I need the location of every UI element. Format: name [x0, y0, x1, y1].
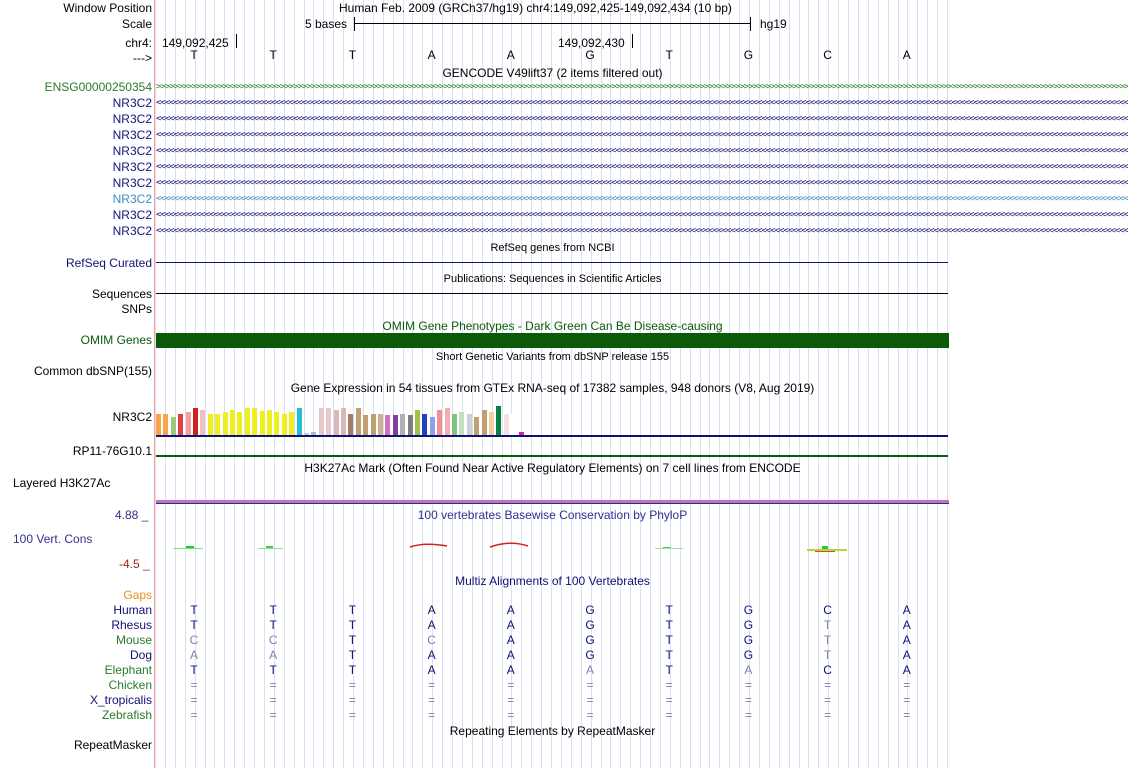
gtex-tissue-bar[interactable] [274, 412, 279, 435]
coord-right: 149,092,430 [558, 36, 625, 50]
base-letter: G [743, 48, 754, 62]
gencode-row-label[interactable]: NR3C2 [112, 144, 152, 158]
alignment-base: = [428, 693, 436, 707]
gtex-tissue-bar[interactable] [437, 410, 442, 435]
gtex-tissue-bar[interactable] [186, 412, 191, 435]
alignment-base: = [190, 678, 198, 692]
gtex-tissue-bar[interactable] [415, 410, 420, 435]
gtex-tissue-bar[interactable] [171, 417, 176, 435]
alignment-base: C [823, 663, 832, 677]
gencode-transcript-line[interactable]: <<<<<<<<<<<<<<<<<<<<<<<<<<<<<<<<<<<<<<<<<<<<<<<<<<<<<<<<<<<<<<<<<<<<<<<<<<<<<<<<<<<<<<<<<<<<<<<<<<<<<<<<<<<<<<<<<<<<<<<<<<<<<<<<<<<<<<<<<<<<<<<<<<<<<<<<<<<<<<<<<<<<<<<<<<<<<<<<<<<<<<<<<<<<<<<<<<<<<<<<<<<<<<<<<<<<<<<<<<<< [156, 226, 1128, 236]
species-label[interactable]: Mouse [115, 633, 152, 647]
alignment-base: T [348, 633, 357, 647]
alignment-base: = [190, 708, 198, 722]
alignment-base: A [585, 663, 594, 677]
alignment-base: T [665, 648, 673, 662]
base-letter: A [506, 48, 515, 62]
gencode-transcript-line[interactable]: <<<<<<<<<<<<<<<<<<<<<<<<<<<<<<<<<<<<<<<<<<<<<<<<<<<<<<<<<<<<<<<<<<<<<<<<<<<<<<<<<<<<<<<<<<<<<<<<<<<<<<<<<<<<<<<<<<<<<<<<<<<<<<<<<<<<<<<<<<<<<<<<<<<<<<<<<<<<<<<<<<<<<<<<<<<<<<<<<<<<<<<<<<<<<<<<<<<<<<<<<<<<<<<<<<<<<<<<<<<< [156, 210, 1128, 220]
alignment-base: A [506, 633, 515, 647]
alignment-base: A [189, 648, 198, 662]
h3k27ac-baseline [156, 503, 949, 504]
gtex-tissue-bar[interactable] [371, 414, 376, 435]
gtex-tissue-bar[interactable] [289, 412, 294, 435]
dbsnp-title[interactable]: Short Genetic Variants from dbSNP release 155 [435, 351, 670, 363]
alignment-base: A [427, 648, 436, 662]
conservation-title[interactable]: 100 vertebrates Basewise Conservation by PhyloP [417, 508, 688, 522]
repeatmasker-title[interactable]: Repeating Elements by RepeatMasker [449, 724, 656, 738]
gtex-tissue-bar[interactable] [445, 408, 450, 435]
scale-text: 5 bases [305, 17, 348, 31]
gtex-tissue-bar[interactable] [408, 415, 413, 435]
alignment-base: T [190, 603, 198, 617]
alignment-base: A [902, 663, 911, 677]
alignment-base: = [903, 678, 911, 692]
alignment-base: T [348, 648, 357, 662]
alignment-base: C [427, 633, 436, 647]
base-letter: T [348, 48, 357, 62]
gtex-tissue-bar[interactable] [326, 408, 331, 435]
window-position-label: Window Position [63, 1, 152, 15]
rp11-gene-line[interactable] [156, 455, 948, 457]
h3k27ac-label[interactable]: Layered H3K27Ac [13, 476, 111, 490]
publications-title[interactable]: Publications: Sequences in Scientific Articles [443, 273, 662, 285]
alignment-base: T [823, 648, 832, 662]
base-letter: T [665, 48, 673, 62]
gtex-tissue-bar[interactable] [504, 414, 509, 435]
gtex-tissue-bar[interactable] [260, 411, 265, 435]
gtex-tissue-bar[interactable] [356, 408, 361, 435]
base-letter: T [269, 48, 277, 62]
alignment-base: G [743, 648, 754, 662]
gtex-tissue-bar[interactable] [393, 415, 398, 435]
gencode-title[interactable]: GENCODE V49lift37 (2 items filtered out) [442, 66, 663, 80]
alignment-base: = [824, 708, 832, 722]
alignment-base: T [269, 663, 277, 677]
alignment-base: A [506, 618, 515, 632]
sequences-label[interactable]: Sequences [91, 287, 152, 301]
alignment-base: = [744, 708, 752, 722]
alignment-base: = [348, 708, 356, 722]
gtex-tissue-bar[interactable] [482, 410, 487, 435]
scale-label: Scale [121, 17, 152, 31]
gtex-tissue-bar[interactable] [378, 414, 383, 435]
gtex-bar-chart[interactable] [156, 396, 536, 435]
gtex-tissue-bar[interactable] [319, 408, 324, 435]
gtex-tissue-bar[interactable] [496, 406, 501, 435]
base-letter: C [823, 48, 832, 62]
chrom-label: chr4: [125, 36, 152, 50]
alignment-base: = [744, 693, 752, 707]
alignment-base: A [902, 648, 911, 662]
gtex-title[interactable]: Gene Expression in 54 tissues from GTEx RNA-seq of 17382 samples, 948 donors (V8, Aug 2019) [290, 381, 815, 395]
alignment-base: = [269, 693, 277, 707]
gtex-tissue-bar[interactable] [474, 417, 479, 435]
gtex-tissue-bar[interactable] [467, 414, 472, 435]
gencode-row-label[interactable]: NR3C2 [112, 112, 152, 126]
alignment-base: = [428, 678, 436, 692]
conservation-label[interactable]: 100 Vert. Cons [13, 532, 93, 546]
refseq-title[interactable]: RefSeq genes from NCBI [490, 242, 615, 254]
gencode-transcript-line[interactable]: <<<<<<<<<<<<<<<<<<<<<<<<<<<<<<<<<<<<<<<<<<<<<<<<<<<<<<<<<<<<<<<<<<<<<<<<<<<<<<<<<<<<<<<<<<<<<<<<<<<<<<<<<<<<<<<<<<<<<<<<<<<<<<<<<<<<<<<<<<<<<<<<<<<<<<<<<<<<<<<<<<<<<<<<<<<<<<<<<<<<<<<<<<<<<<<<<<<<<<<<<<<<<<<<<<<<<<<<<<<< [156, 194, 1128, 204]
gencode-row-label[interactable]: NR3C2 [112, 224, 152, 238]
sequences-line[interactable] [156, 293, 948, 294]
alignment-base: = [190, 693, 198, 707]
coord-left: 149,092,425 [162, 36, 229, 50]
alignment-base: A [506, 648, 515, 662]
gtex-tissue-bar[interactable] [223, 412, 228, 435]
gtex-tissue-bar[interactable] [245, 408, 250, 435]
dbsnp-label[interactable]: Common dbSNP(155) [33, 364, 152, 378]
alignment-base: = [665, 708, 673, 722]
alignment-base: = [507, 678, 515, 692]
alignment-base: T [665, 663, 673, 677]
refseq-label[interactable]: RefSeq Curated [65, 256, 152, 270]
gtex-tissue-bar[interactable] [334, 410, 339, 435]
alignment-base: = [586, 708, 594, 722]
gtex-tissue-bar[interactable] [341, 408, 346, 435]
alignment-base: G [743, 603, 754, 617]
alignment-base: G [585, 603, 595, 617]
species-label[interactable]: Dog [129, 648, 152, 662]
alignment-base: = [586, 693, 594, 707]
alignment-base: = [348, 693, 356, 707]
rp11-label[interactable]: RP11-76G10.1 [72, 444, 152, 458]
gencode-row-label[interactable]: NR3C2 [112, 208, 152, 222]
scale-bar [354, 17, 751, 31]
species-label[interactable]: Elephant [104, 663, 152, 677]
alignment-base: A [744, 663, 753, 677]
gtex-tissue-bar[interactable] [200, 410, 205, 435]
omim-title[interactable]: OMIM Gene Phenotypes - Dark Green Can Be Disease-causing [382, 319, 723, 333]
base-letter: T [190, 48, 198, 62]
gencode-transcript-line[interactable]: >>>>>>>>>>>>>>>>>>>>>>>>>>>>>>>>>>>>>>>>>>>>>>>>>>>>>>>>>>>>>>>>>>>>>>>>>>>>>>>>>>>>>>>>>>>>>>>>>>>>>>>>>>>>>>>>>>>>>>>>>>>>>>>>>>>>>>>>>>>>>>>>>>>>>>>>>>>>>>>>>>>>>>>>>>>>>>>>>>>>>>>>>>>>>>>>>>>>>>>>>>>>>>>>>>>>>>>>>>>> [156, 82, 1128, 92]
gtex-tissue-bar[interactable] [385, 415, 390, 435]
alignment-base: A [902, 633, 911, 647]
alignment-base: T [348, 618, 357, 632]
gtex-label[interactable]: NR3C2 [112, 410, 152, 424]
alignment-base: = [507, 708, 515, 722]
alignment-base: T [190, 663, 198, 677]
multiz-title[interactable]: Multiz Alignments of 100 Vertebrates [455, 574, 650, 588]
gencode-row-label[interactable]: NR3C2 [112, 192, 152, 206]
alignment-base: A [506, 663, 515, 677]
alignment-base: A [427, 663, 436, 677]
conservation-ymin: -4.5 _ [119, 557, 150, 571]
gtex-tissue-bar[interactable] [363, 415, 368, 435]
repeatmasker-label[interactable]: RepeatMasker [73, 738, 152, 752]
gtex-tissue-bar[interactable] [252, 408, 257, 435]
alignment-base: T [665, 633, 673, 647]
gtex-tissue-bar[interactable] [230, 410, 235, 435]
gencode-transcript-line[interactable]: <<<<<<<<<<<<<<<<<<<<<<<<<<<<<<<<<<<<<<<<<<<<<<<<<<<<<<<<<<<<<<<<<<<<<<<<<<<<<<<<<<<<<<<<<<<<<<<<<<<<<<<<<<<<<<<<<<<<<<<<<<<<<<<<<<<<<<<<<<<<<<<<<<<<<<<<<<<<<<<<<<<<<<<<<<<<<<<<<<<<<<<<<<<<<<<<<<<<<<<<<<<<<<<<<<<<<<<<<<<< [156, 98, 1128, 108]
gtex-tissue-bar[interactable] [297, 408, 302, 435]
alignment-base: T [823, 633, 832, 647]
gencode-transcript-line[interactable]: <<<<<<<<<<<<<<<<<<<<<<<<<<<<<<<<<<<<<<<<<<<<<<<<<<<<<<<<<<<<<<<<<<<<<<<<<<<<<<<<<<<<<<<<<<<<<<<<<<<<<<<<<<<<<<<<<<<<<<<<<<<<<<<<<<<<<<<<<<<<<<<<<<<<<<<<<<<<<<<<<<<<<<<<<<<<<<<<<<<<<<<<<<<<<<<<<<<<<<<<<<<<<<<<<<<<<<<<<<<< [156, 178, 1128, 188]
alignment-base: T [665, 618, 673, 632]
alignment-base: T [348, 663, 357, 677]
gtex-tissue-bar[interactable] [208, 414, 213, 435]
gencode-row-label[interactable]: ENSG00000250354 [44, 80, 152, 94]
alignment-base: = [665, 693, 673, 707]
alignment-base: C [189, 633, 199, 647]
conservation-plot[interactable] [155, 520, 950, 565]
gencode-row-label[interactable]: NR3C2 [112, 128, 152, 142]
alignment-base: G [585, 618, 595, 632]
base-letter: A [427, 48, 436, 62]
alignment-base: G [743, 618, 754, 632]
alignment-base: T [823, 618, 832, 632]
alignment-base: = [269, 708, 277, 722]
species-label[interactable]: Zebrafish [101, 708, 152, 722]
alignment-base: = [824, 693, 832, 707]
gtex-tissue-bar[interactable] [422, 414, 427, 435]
alignment-base: C [823, 603, 832, 617]
alignment-base: = [507, 693, 515, 707]
gencode-row-label[interactable]: NR3C2 [112, 160, 152, 174]
gtex-tissue-bar[interactable] [511, 414, 516, 435]
position-title[interactable]: Human Feb. 2009 (GRCh37/hg19) chr4:149,092,425-149,092,434 (10 bp) [339, 1, 732, 15]
gtex-tissue-bar[interactable] [430, 417, 435, 435]
gencode-row-label[interactable]: NR3C2 [112, 176, 152, 190]
gaps-label[interactable]: Gaps [123, 588, 152, 602]
gtex-tissue-bar[interactable] [348, 414, 353, 435]
alignment-base: T [269, 603, 277, 617]
species-label[interactable]: Chicken [108, 678, 152, 692]
gtex-tissue-bar[interactable] [193, 408, 198, 435]
gtex-tissue-bar[interactable] [459, 412, 464, 435]
alignment-base: G [585, 648, 595, 662]
alignment-base: T [269, 618, 277, 632]
alignment-base: T [348, 603, 357, 617]
alignment-base: T [665, 603, 673, 617]
alignment-base: G [585, 633, 595, 647]
alignment-base: A [269, 648, 278, 662]
alignment-base: = [428, 708, 436, 722]
gencode-transcript-line[interactable]: <<<<<<<<<<<<<<<<<<<<<<<<<<<<<<<<<<<<<<<<<<<<<<<<<<<<<<<<<<<<<<<<<<<<<<<<<<<<<<<<<<<<<<<<<<<<<<<<<<<<<<<<<<<<<<<<<<<<<<<<<<<<<<<<<<<<<<<<<<<<<<<<<<<<<<<<<<<<<<<<<<<<<<<<<<<<<<<<<<<<<<<<<<<<<<<<<<<<<<<<<<<<<<<<<<<<<<<<<<<< [156, 162, 1128, 172]
refseq-gene-line[interactable] [156, 262, 948, 263]
gencode-transcript-line[interactable]: <<<<<<<<<<<<<<<<<<<<<<<<<<<<<<<<<<<<<<<<<<<<<<<<<<<<<<<<<<<<<<<<<<<<<<<<<<<<<<<<<<<<<<<<<<<<<<<<<<<<<<<<<<<<<<<<<<<<<<<<<<<<<<<<<<<<<<<<<<<<<<<<<<<<<<<<<<<<<<<<<<<<<<<<<<<<<<<<<<<<<<<<<<<<<<<<<<<<<<<<<<<<<<<<<<<<<<<<<<<< [156, 114, 1128, 124]
gencode-row-label[interactable]: NR3C2 [112, 96, 152, 110]
gtex-tissue-bar[interactable] [282, 414, 287, 435]
gtex-tissue-bar[interactable] [163, 414, 168, 435]
base-letter: A [902, 48, 911, 62]
gtex-tissue-bar[interactable] [156, 414, 161, 435]
gtex-tissue-bar[interactable] [267, 410, 272, 435]
gtex-tissue-bar[interactable] [178, 414, 183, 435]
gtex-tissue-bar[interactable] [400, 414, 405, 435]
assembly-label: hg19 [760, 17, 787, 31]
gencode-transcript-line[interactable]: <<<<<<<<<<<<<<<<<<<<<<<<<<<<<<<<<<<<<<<<<<<<<<<<<<<<<<<<<<<<<<<<<<<<<<<<<<<<<<<<<<<<<<<<<<<<<<<<<<<<<<<<<<<<<<<<<<<<<<<<<<<<<<<<<<<<<<<<<<<<<<<<<<<<<<<<<<<<<<<<<<<<<<<<<<<<<<<<<<<<<<<<<<<<<<<<<<<<<<<<<<<<<<<<<<<<<<<<<<<< [156, 130, 1128, 140]
alignment-base: A [902, 603, 911, 617]
coord-tick-left [236, 34, 237, 48]
alignment-base: = [586, 678, 594, 692]
alignment-base: = [903, 693, 911, 707]
alignment-base: A [902, 618, 911, 632]
alignment-base: A [427, 603, 436, 617]
alignment-base: = [903, 708, 911, 722]
base-letter: G [585, 48, 595, 62]
snps-label[interactable]: SNPs [121, 302, 152, 316]
coord-tick-right [632, 34, 633, 48]
gtex-tissue-bar[interactable] [452, 414, 457, 435]
gtex-gene-line [156, 435, 948, 437]
alignment-base: = [269, 678, 277, 692]
alignment-base: A [506, 603, 515, 617]
conservation-ymax: 4.88 _ [115, 508, 149, 522]
omim-label[interactable]: OMIM Genes [80, 333, 152, 347]
strand-label: ---> [133, 51, 152, 65]
alignment-base: = [348, 678, 356, 692]
alignment-base: T [190, 618, 198, 632]
alignment-base: G [743, 633, 754, 647]
alignment-base: A [427, 618, 436, 632]
alignment-base: = [665, 678, 673, 692]
species-label[interactable]: X_tropicalis [89, 693, 152, 707]
omim-gene-bar[interactable] [156, 333, 949, 348]
alignment-base: C [268, 633, 278, 647]
gtex-tissue-bar[interactable] [489, 412, 494, 435]
gencode-transcript-line[interactable]: <<<<<<<<<<<<<<<<<<<<<<<<<<<<<<<<<<<<<<<<<<<<<<<<<<<<<<<<<<<<<<<<<<<<<<<<<<<<<<<<<<<<<<<<<<<<<<<<<<<<<<<<<<<<<<<<<<<<<<<<<<<<<<<<<<<<<<<<<<<<<<<<<<<<<<<<<<<<<<<<<<<<<<<<<<<<<<<<<<<<<<<<<<<<<<<<<<<<<<<<<<<<<<<<<<<<<<<<<<<< [156, 146, 1128, 156]
alignment-base: = [824, 678, 832, 692]
h3k27ac-title[interactable]: H3K27Ac Mark (Often Found Near Active Regulatory Elements) on 7 cell lines from ENCODE [304, 461, 801, 475]
species-label[interactable]: Rhesus [111, 618, 152, 632]
species-label[interactable]: Human [113, 603, 152, 617]
gtex-tissue-bar[interactable] [237, 412, 242, 435]
alignment-base: = [744, 678, 752, 692]
gtex-tissue-bar[interactable] [215, 414, 220, 435]
